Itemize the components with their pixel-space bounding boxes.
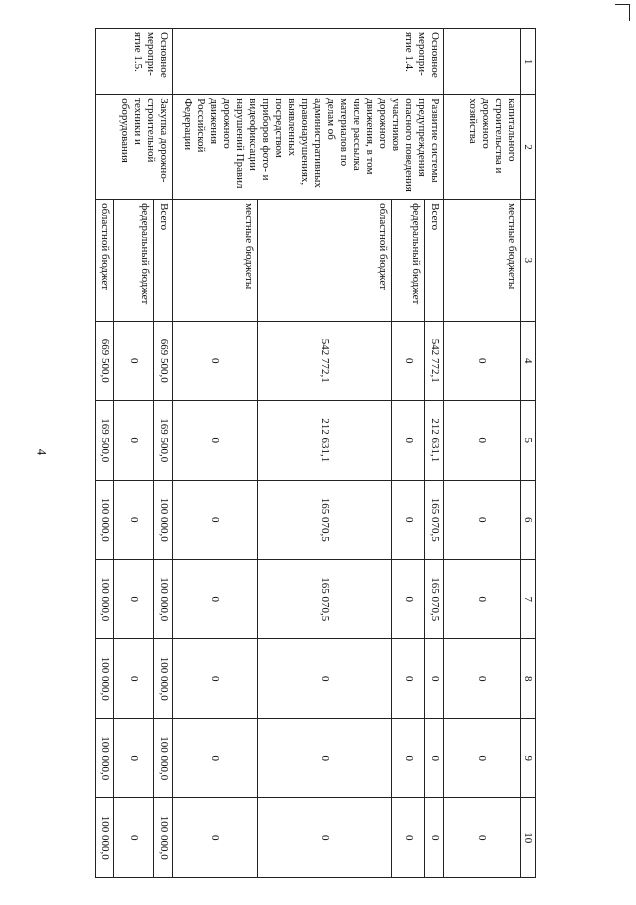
value-cell: 165 070,5 <box>425 480 444 559</box>
value-cell: 0 <box>257 798 392 878</box>
value-cell: 542 772,1 <box>425 321 444 400</box>
value-cell: 0 <box>114 321 154 400</box>
value-cell: 100 000,0 <box>154 480 172 559</box>
funding-source: местные бюджеты <box>172 200 257 321</box>
column-number-row <box>520 29 535 878</box>
value-cell: 0 <box>257 639 392 718</box>
value-cell: 0 <box>172 798 257 878</box>
column-number: 10 <box>520 798 535 878</box>
table-row <box>425 29 444 878</box>
funding-source: Всего <box>154 200 172 321</box>
funding-source: Всего <box>425 200 444 321</box>
column-number: 7 <box>520 560 535 639</box>
value-cell: 0 <box>443 718 520 797</box>
value-cell: 0 <box>443 321 520 400</box>
value-cell: 0 <box>443 401 520 480</box>
funding-source: областной бюджет <box>96 200 114 321</box>
value-cell: 100 000,0 <box>96 718 114 797</box>
funding-source: местные бюджеты <box>443 200 520 321</box>
value-cell: 0 <box>392 798 425 878</box>
value-cell: 169 500,0 <box>154 401 172 480</box>
value-cell: 0 <box>392 639 425 718</box>
value-cell: 0 <box>114 560 154 639</box>
funding-source: федеральный бюджет <box>392 200 425 321</box>
value-cell: 0 <box>425 798 444 878</box>
value-cell: 100 000,0 <box>96 798 114 878</box>
value-cell: 0 <box>172 639 257 718</box>
activity-code: Основное меропри-ятие 1.4. <box>172 29 443 95</box>
budget-table <box>95 28 536 878</box>
value-cell: 0 <box>172 321 257 400</box>
column-number: 1 <box>520 29 535 95</box>
column-number: 2 <box>520 95 535 200</box>
value-cell: 0 <box>114 718 154 797</box>
value-cell: 0 <box>392 401 425 480</box>
value-cell: 669 500,0 <box>96 321 114 400</box>
column-number: 5 <box>520 401 535 480</box>
value-cell: 100 000,0 <box>154 639 172 718</box>
column-number: 4 <box>520 321 535 400</box>
value-cell: 169 500,0 <box>96 401 114 480</box>
code-cell <box>443 29 520 95</box>
value-cell: 100 000,0 <box>96 560 114 639</box>
activity-name: капитального строительства и дорожного хозяйства <box>443 95 520 200</box>
value-cell: 100 000,0 <box>96 639 114 718</box>
value-cell: 100 000,0 <box>96 480 114 559</box>
value-cell: 212 631,1 <box>257 401 392 480</box>
value-cell: 0 <box>172 401 257 480</box>
value-cell: 100 000,0 <box>154 798 172 878</box>
value-cell: 0 <box>443 639 520 718</box>
value-cell: 0 <box>392 480 425 559</box>
page-number: 4 <box>34 448 50 456</box>
value-cell: 165 070,5 <box>425 560 444 639</box>
value-cell: 0 <box>172 560 257 639</box>
rotated-table-viewport <box>95 28 536 878</box>
value-cell: 0 <box>425 639 444 718</box>
table-row <box>443 29 520 878</box>
value-cell: 0 <box>114 639 154 718</box>
rotated-table <box>95 28 536 878</box>
value-cell: 0 <box>392 321 425 400</box>
corner-mark <box>615 4 630 21</box>
column-number: 9 <box>520 718 535 797</box>
value-cell: 669 500,0 <box>154 321 172 400</box>
value-cell: 0 <box>114 480 154 559</box>
value-cell: 0 <box>443 560 520 639</box>
value-cell: 0 <box>392 718 425 797</box>
column-number: 6 <box>520 480 535 559</box>
value-cell: 542 772,1 <box>257 321 392 400</box>
activity-code: Основное меропри-ятие 1.5. <box>96 29 173 95</box>
activity-name: Закупка дорожно-строительной техники и оборудования <box>96 95 173 200</box>
value-cell: 0 <box>392 560 425 639</box>
value-cell: 100 000,0 <box>154 718 172 797</box>
value-cell: 0 <box>172 718 257 797</box>
funding-source: областной бюджет <box>257 200 392 321</box>
value-cell: 100 000,0 <box>154 560 172 639</box>
value-cell: 0 <box>257 718 392 797</box>
value-cell: 165 070,5 <box>257 480 392 559</box>
table-row <box>154 29 172 878</box>
column-number: 3 <box>520 200 535 321</box>
value-cell: 0 <box>443 480 520 559</box>
value-cell: 0 <box>425 718 444 797</box>
value-cell: 165 070,5 <box>257 560 392 639</box>
funding-source: федеральный бюджет <box>114 200 154 321</box>
value-cell: 0 <box>114 401 154 480</box>
value-cell: 0 <box>114 798 154 878</box>
activity-name: Развитие системы предупреждения опасного поведения участников дорожного движения, в том числе рассылка материалов по делам об административных правонарушениях, выявленных посредством приборов фото- и видеофиксации нарушений Правил дорожного движения Российской Федерации <box>172 95 443 200</box>
value-cell: 0 <box>172 480 257 559</box>
column-number: 8 <box>520 639 535 718</box>
value-cell: 212 631,1 <box>425 401 444 480</box>
value-cell: 0 <box>443 798 520 878</box>
